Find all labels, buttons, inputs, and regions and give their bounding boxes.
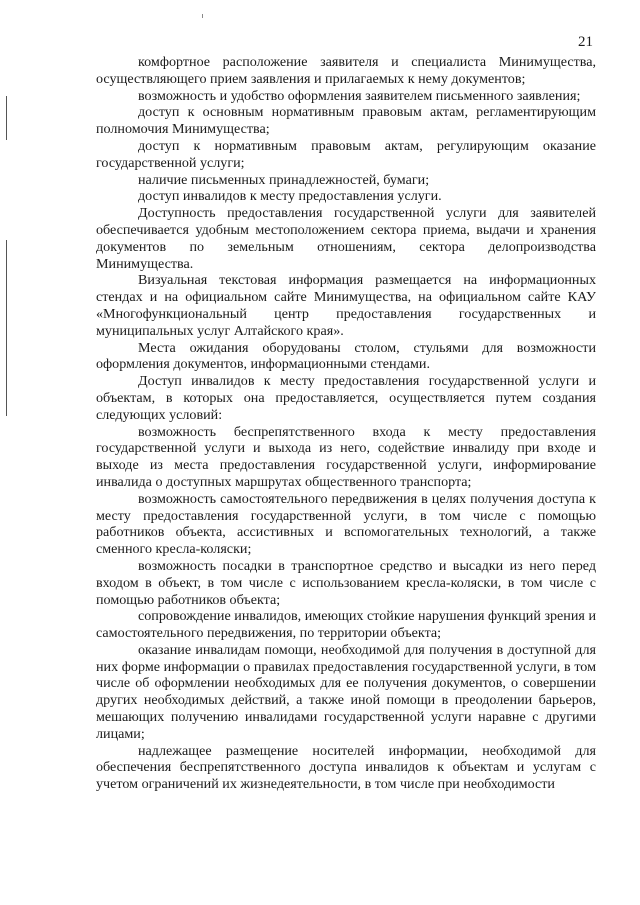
paragraph: доступ инвалидов к месту предоставления услуги. xyxy=(138,188,442,205)
scan-margin-line xyxy=(6,240,7,416)
paragraph: Визуальная текстовая информация размещается на информационных стендах и на официальном сайте Минимущества, на официальном сайте КАУ «Многофункциональный центр предоставления государственных и муниципальных услуг Алтайского края». xyxy=(96,272,596,339)
scan-mark xyxy=(202,14,203,18)
paragraph: сопровождение инвалидов, имеющих стойкие нарушения функций зрения и самостоятельного передвижения, по территории объекта; xyxy=(96,608,596,642)
paragraph: Места ожидания оборудованы столом, стульями для возможности оформления документов, информационными стендами. xyxy=(96,339,596,373)
paragraph: Доступность предоставления государственной услуги для заявителей обеспечивается удобным местоположением сектора приема, выдачи и хранения документов по земельным отношениям, сектора делопроизводства Минимущества. xyxy=(96,205,596,272)
paragraph: оказание инвалидам помощи, необходимой для получения в доступной для них форме информации о правилах предоставления государственной услуги, в том числе об оформлении необходимых для ее получения документов, о совершении других необходимых действий, а также иной помощи в преодолении барьеров, мешающих получению инвалидами государственной услуги наравне с другими лицами; xyxy=(96,641,596,742)
paragraph: доступ к основным нормативным правовым актам, регламентирующим полномочия Минимущества; xyxy=(96,104,596,138)
paragraph: надлежащее размещение носителей информации, необходимой для обеспечения беспрепятственного доступа инвалидов к объектам и услугам с учетом ограничений их жизнедеятельности, в том числе при необходимости xyxy=(96,742,596,793)
paragraph: комфортное расположение заявителя и специалиста Минимущества, осуществляющего прием заявления и прилагаемых к нему документов; xyxy=(96,54,596,87)
document-body xyxy=(96,54,596,793)
page-number: 21 xyxy=(578,34,593,50)
paragraph: возможность самостоятельного передвижения в целях получения доступа к месту предоставления государственной услуги, в том числе с помощью работников объекта, ассистивных и вспомогательных технологий, а также сменного кресла-коляски; xyxy=(96,490,596,558)
paragraph: возможность беспрепятственного входа к месту предоставления государственной услуги и выхода из него, содействие инвалиду при входе и выходе из места предоставления государственной услуги, информирование инвалида о доступных маршрутах общественного транспорта; xyxy=(96,423,596,490)
paragraph: доступ к нормативным правовым актам, регулирующим оказание государственной услуги; xyxy=(96,137,596,171)
paragraph: возможность и удобство оформления заявителем письменного заявления; xyxy=(138,87,581,104)
paragraph: возможность посадки в транспортное средство и высадки из него перед входом в объект, в том числе с использованием кресла-коляски, в том числе с помощью работников объекта; xyxy=(96,557,596,608)
paragraph: наличие письменных принадлежностей, бумаги; xyxy=(138,171,430,188)
scan-margin-line xyxy=(6,96,7,140)
paragraph: Доступ инвалидов к месту предоставления государственной услуги и объектам, в которых она предоставляется, осуществляется путем создания следующих условий: xyxy=(96,373,596,423)
